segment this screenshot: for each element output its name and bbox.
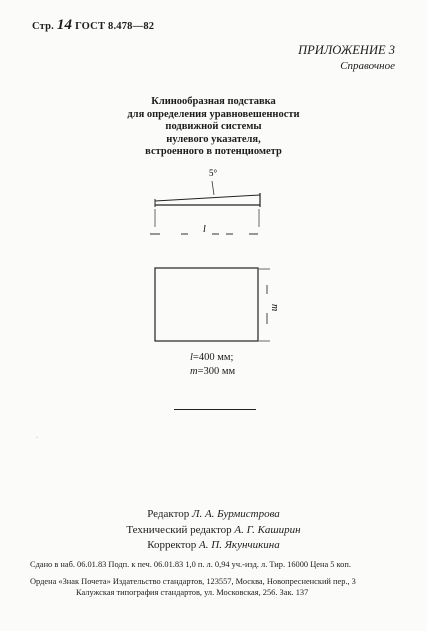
tech-editor-role: Технический редактор xyxy=(126,523,232,536)
corrector-credit xyxy=(0,538,427,554)
scan-mark: · xyxy=(36,435,38,441)
tech-editor-credit xyxy=(0,523,427,539)
angle-label: 5° xyxy=(209,168,218,178)
editor-role: Редактор xyxy=(147,508,190,520)
page-number: 14 xyxy=(56,17,73,33)
appendix-subtitle: Справочное xyxy=(340,60,395,72)
corrector-role: Корректор xyxy=(147,539,197,551)
title-line-3: подвижной системы xyxy=(165,121,262,132)
editor-name: Л. А. Бурмистрова xyxy=(192,508,280,520)
imprint-block xyxy=(30,559,356,599)
wedge-side-view xyxy=(155,193,260,207)
side-value: =300 мм xyxy=(197,366,236,377)
title-line-5: встроенного в потенциометр xyxy=(145,146,282,157)
side-value-row xyxy=(190,365,235,379)
side-label: m xyxy=(269,304,280,312)
imprint-line-3: Калужская типография стандартов, ул. Московская, 256. Зак. 137 xyxy=(76,588,309,597)
wedge-top-view xyxy=(155,268,258,341)
dimension-values xyxy=(190,351,235,379)
editorial-credits xyxy=(0,507,427,554)
angle-marker xyxy=(212,181,214,195)
side-symbol: m xyxy=(190,366,198,377)
imprint-line-2: Ордена «Знак Почета» Издательство стандартов, 123557, Москва, Новопресненский пер., 3 xyxy=(30,576,356,586)
page-prefix: Стр. xyxy=(32,21,54,32)
tech-editor-name: А. Г. Каширин xyxy=(234,523,301,536)
title-line-4: нулевого указателя, xyxy=(166,133,261,145)
imprint-line-1: Сдано в наб. 06.01.83 Подп. к печ. 06.01.83 1,0 п. л. 0,94 уч.-изд. л. Тир. 16000 Цена 5 коп. xyxy=(30,560,351,569)
length-symbol: l xyxy=(190,352,193,363)
divider-rule xyxy=(174,409,256,410)
side-dimension xyxy=(259,269,270,341)
standard-code: ГОСТ 8.478—82 xyxy=(75,21,155,32)
title-line-2: для определения уравновешенности xyxy=(127,108,300,120)
length-label: l xyxy=(203,224,206,235)
length-value: =400 мм; xyxy=(192,352,234,363)
appendix-title: ПРИЛОЖЕНИЕ 3 xyxy=(298,43,395,57)
editor-credit xyxy=(0,507,427,523)
title-line-1: Клинообразная подставка xyxy=(151,96,276,107)
corrector-name: А. П. Якунчикина xyxy=(199,539,280,551)
length-value-row xyxy=(190,351,235,365)
